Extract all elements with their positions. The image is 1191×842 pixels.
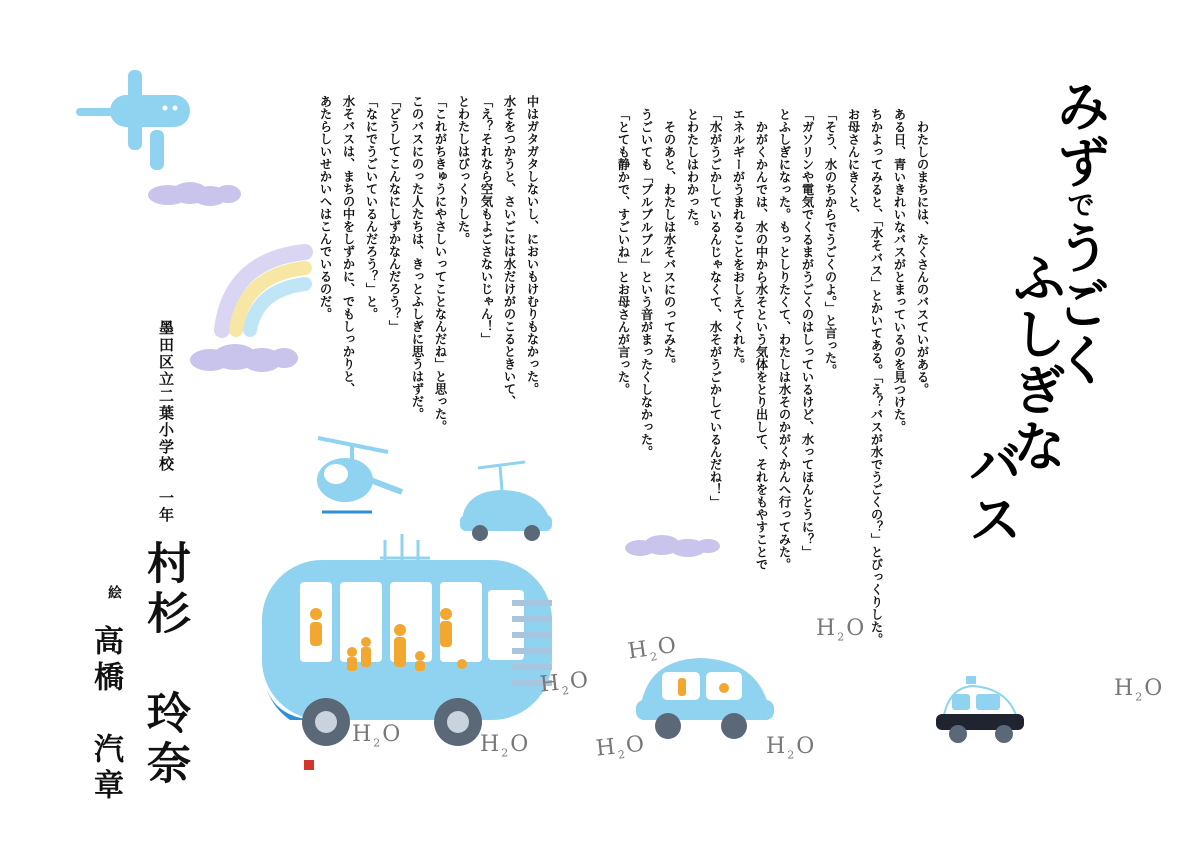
illustrator-name: 高橋 汽章 [88, 625, 123, 805]
title-line-3: バス [960, 435, 1023, 547]
cloud-icon [190, 344, 298, 372]
artist-seal-icon [304, 760, 314, 770]
school-name: 墨田区立二葉小学校 一年 [157, 320, 175, 524]
title-word-mizu: みず [1048, 78, 1111, 190]
title-particle-de: で [1063, 190, 1096, 220]
story-text-left: 中はガタガタしないし、においもけむりもなかった。 水そをつかうと、さいごには水だけがのこるときいて、 「え？それなら空気もよごさないじゃん！」 とわたしはびっくりした。 「これがちきゅうにやさしいってことなんだね」と思った。 このバスにのった人たちは、きっとふしぎに思うはずだ。 「どうしてこんなにしずかなんだろう？」 「なにでうごいているんだろう？」と。 水そバスは、まちの中をしずかに、でもしっかりと、 あたらしいせかいへはこんでいるのだ。 [318, 95, 539, 433]
title-line-2: ふしぎな [1004, 250, 1067, 474]
h2o-label: $H_2O$ [594, 731, 648, 762]
police-car-icon [936, 676, 1024, 743]
h2o-label: $H_2O$ [538, 667, 592, 698]
illustrator-label: 絵 [106, 585, 122, 599]
car-icon [636, 658, 774, 739]
cloud-icon [148, 182, 241, 206]
h2o-label: $H_2O$ [766, 734, 817, 762]
rainbow-icon [222, 252, 305, 330]
bus-icon [262, 534, 552, 746]
h2o-label: $H_2O$ [626, 632, 680, 665]
author-name: 村杉 玲奈 [139, 540, 190, 790]
story-text-right: わたしのまちには、たくさんのバスていがある。 ある日、青いきれいなバスがとまっているのを見つけた。 ちかよってみると、「水そバス」とかいてある。「え？バスが水でうごくの？」とびっくりした。 お母さんにきくと、 「そう、水のちからでうごくのよ。」と言った。 「ガソリンや電気でくるまがうごくのはしっているけど、水ってほんとうに？」 とふしぎになった。もっとしりたくて、わたしは水そのかがくかんへ行ってみた。 かがくかんでは、水の中から水そという気体をとり出して、それをもやすことで エネルギーがうまれることをおしえてくれた。 「水がうごかしているんじゃなくて、水そがうごかしているんだね！」 とわたしはわかった。 そのあと、わたしは水そバスにのってみた。 うごいても「ブルブルブル」という音がまったくしなかった。 「とても静かで、すごいね」とお母さんが言った。 [616, 108, 929, 646]
h2o-label: $H_2O$ [816, 616, 867, 644]
airplane-icon [76, 70, 190, 170]
h2o-label: $H_2O$ [352, 722, 403, 750]
title-word-ugoku: うごく [1048, 220, 1111, 388]
h2o-label: $H_2O$ [480, 732, 531, 760]
h2o-label: $H_2O$ [1114, 676, 1165, 704]
